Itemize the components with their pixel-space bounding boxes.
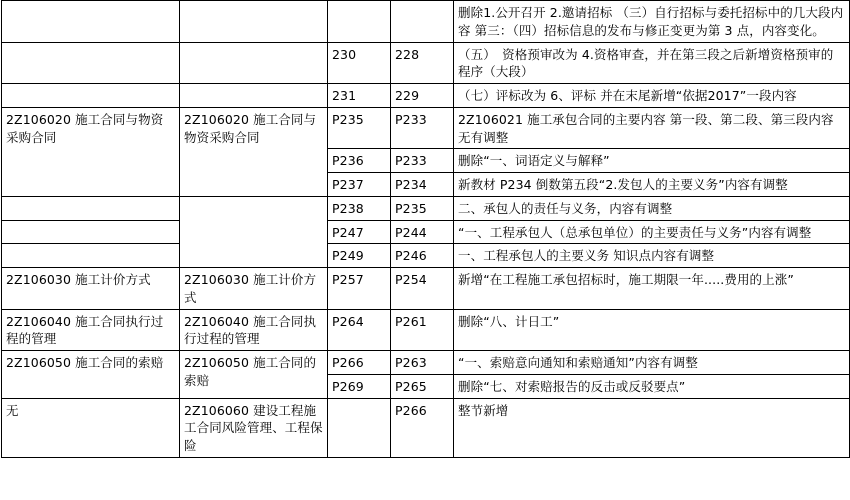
table-body: [2, 1, 850, 458]
cell-new-page: P269: [328, 374, 391, 398]
cell-old-chapter: 2Z106040 施工合同执行过程的管理: [180, 309, 328, 351]
cell-old-page: P265: [391, 374, 454, 398]
cell-new-page: 231: [328, 84, 391, 108]
cell-old-page: P246: [391, 244, 454, 268]
cell-new-page: P257: [328, 268, 391, 310]
table-row: [2, 220, 850, 244]
cell-old-page: P233: [391, 149, 454, 173]
cell-old-page: 229: [391, 84, 454, 108]
table-row: [2, 42, 850, 84]
table-row: [2, 268, 850, 310]
cell-old-page: P235: [391, 196, 454, 220]
cell-old-page: [391, 1, 454, 43]
cell-old-chapter: 2Z106060 建设工程施工合同风险管理、工程保险: [180, 398, 328, 457]
cell-change-description: 删除“八、计日工”: [454, 309, 850, 351]
cell-new-page: P238: [328, 196, 391, 220]
textbook-comparison-table: [1, 0, 850, 458]
cell-new-page: P266: [328, 351, 391, 375]
cell-change-description: 2Z106021 施工承包合同的主要内容 第一段、第二段、第三段内容无有调整: [454, 107, 850, 149]
table-row: [2, 398, 850, 457]
cell-new-page: P247: [328, 220, 391, 244]
cell-old-chapter: [180, 42, 328, 84]
cell-new-chapter: [2, 84, 180, 108]
cell-change-description: 一、工程承包人的主要义务 知识点内容有调整: [454, 244, 850, 268]
cell-change-description: 删除1.公开召开 2.邀请招标 （三）自行招标与委托招标中的几大段内容 第三：（四）招标信息的发布与修正变更为第 3 点，内容变化。: [454, 1, 850, 43]
cell-old-page: 228: [391, 42, 454, 84]
table-row: [2, 244, 850, 268]
cell-change-description: 删除“一、词语定义与解释”: [454, 149, 850, 173]
cell-new-chapter: 2Z106020 施工合同与物资采购合同: [2, 107, 180, 196]
cell-new-page: P264: [328, 309, 391, 351]
cell-new-page: P235: [328, 107, 391, 149]
cell-old-page: P254: [391, 268, 454, 310]
cell-old-page: P261: [391, 309, 454, 351]
cell-new-page: [328, 1, 391, 43]
cell-new-chapter: 2Z106030 施工计价方式: [2, 268, 180, 310]
cell-new-chapter: [2, 220, 180, 244]
cell-new-chapter: [2, 1, 180, 43]
cell-new-chapter: 无: [2, 398, 180, 457]
cell-new-page: P236: [328, 149, 391, 173]
cell-new-chapter: [2, 42, 180, 84]
cell-old-page: P234: [391, 173, 454, 197]
cell-old-chapter: [180, 1, 328, 43]
cell-new-page: [328, 398, 391, 457]
table-row: [2, 1, 850, 43]
cell-change-description: 整节新增: [454, 398, 850, 457]
cell-new-page: P249: [328, 244, 391, 268]
cell-old-page: P263: [391, 351, 454, 375]
cell-change-description: 新教材 P234 倒数第五段“2.发包人的主要义务”内容有调整: [454, 173, 850, 197]
cell-old-chapter: 2Z106050 施工合同的索赔: [180, 351, 328, 399]
cell-old-chapter: [180, 196, 328, 267]
cell-change-description: 删除“七、对索赔报告的反击或反驳要点”: [454, 374, 850, 398]
cell-change-description: 二、承包人的责任与义务，内容有调整: [454, 196, 850, 220]
cell-change-description: “一、索赔意向通知和索赔通知”内容有调整: [454, 351, 850, 375]
cell-old-chapter: 2Z106030 施工计价方式: [180, 268, 328, 310]
cell-new-page: 230: [328, 42, 391, 84]
table-row: [2, 196, 850, 220]
table-row: [2, 84, 850, 108]
cell-change-description: （五） 资格预审改为 4.资格审查，并在第三段之后新增资格预审的程序（大段）: [454, 42, 850, 84]
cell-change-description: （七）评标改为 6、评标 并在末尾新增“依据2017”一段内容: [454, 84, 850, 108]
cell-old-chapter: [180, 84, 328, 108]
cell-old-chapter: 2Z106020 施工合同与物资采购合同: [180, 107, 328, 196]
table-row: [2, 107, 850, 149]
cell-new-chapter: 2Z106050 施工合同的索赔: [2, 351, 180, 399]
cell-old-page: P266: [391, 398, 454, 457]
cell-old-page: P244: [391, 220, 454, 244]
cell-new-chapter: [2, 244, 180, 268]
cell-new-page: P237: [328, 173, 391, 197]
cell-new-chapter: [2, 196, 180, 220]
cell-new-chapter: 2Z106040 施工合同执行过程的管理: [2, 309, 180, 351]
cell-change-description: 新增“在工程施工承包招标时，施工期限一年.....费用的上涨”: [454, 268, 850, 310]
cell-change-description: “一、工程承包人（总承包单位）的主要责任与义务”内容有调整: [454, 220, 850, 244]
table-row: [2, 309, 850, 351]
cell-old-page: P233: [391, 107, 454, 149]
table-row: [2, 351, 850, 375]
